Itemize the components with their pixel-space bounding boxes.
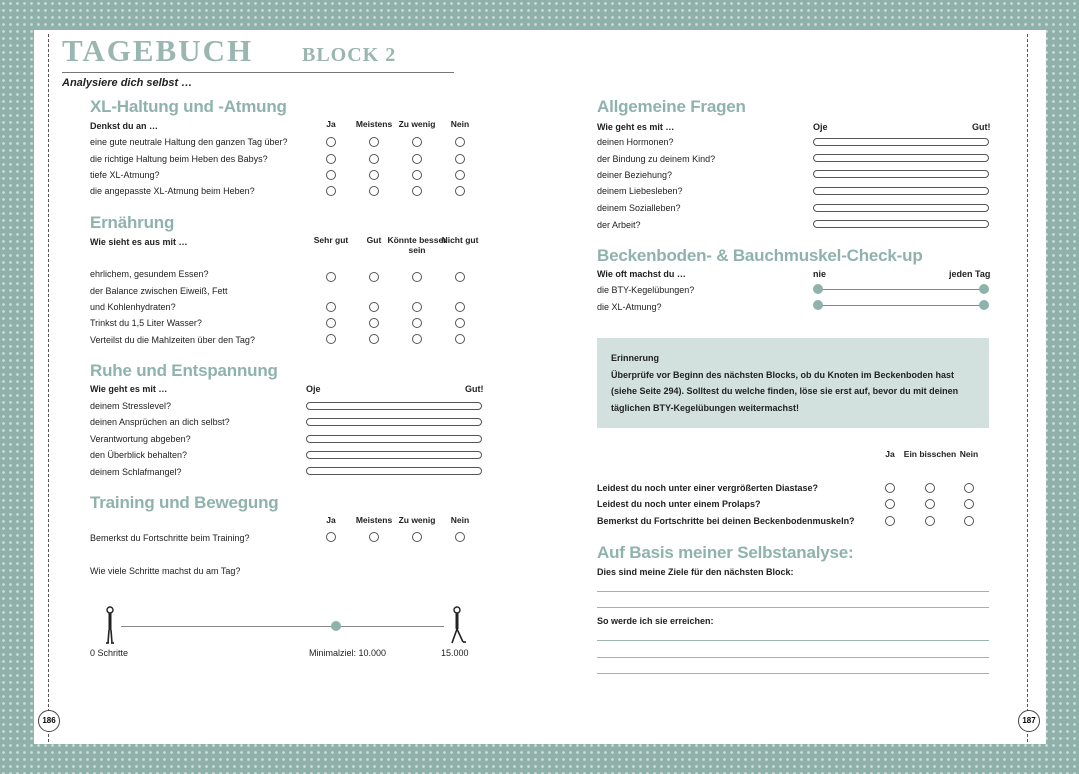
radio-button[interactable]: [964, 499, 974, 509]
training-col-ja: Ja: [326, 515, 336, 525]
training-col-zu-wenig: Zu wenig: [398, 515, 436, 525]
haltung-col-meistens: Meistens: [355, 119, 393, 129]
radio-button[interactable]: [885, 516, 895, 526]
radio-button[interactable]: [369, 318, 379, 328]
rating-bar[interactable]: [813, 220, 989, 228]
haltung-question: die richtige Haltung beim Heben des Babys?: [90, 154, 268, 164]
radio-button[interactable]: [925, 483, 935, 493]
radio-button[interactable]: [455, 272, 465, 282]
diastase-col-ja: Ja: [885, 449, 895, 459]
allgemein-question: deinem Sozialleben?: [597, 203, 681, 213]
left-cut-line: [48, 34, 49, 742]
analyse-heading: Auf Basis meiner Selbstanalyse:: [597, 543, 854, 562]
radio-button[interactable]: [455, 154, 465, 164]
radio-button[interactable]: [369, 302, 379, 312]
diastase-question: Leidest du noch unter einer vergrößerten Diastase?: [597, 483, 819, 493]
haltung-question: tiefe XL-Atmung?: [90, 170, 160, 180]
radio-button[interactable]: [369, 137, 379, 147]
allgemein-question: der Arbeit?: [597, 220, 641, 230]
page-title: TAGEBUCH: [62, 33, 254, 68]
ernaehrung-col-gut: Gut: [366, 235, 382, 245]
radio-button[interactable]: [455, 318, 465, 328]
allgemein-question: deiner Beziehung?: [597, 170, 673, 180]
radio-button[interactable]: [412, 272, 422, 282]
training-heading: Training und Bewegung: [90, 493, 279, 512]
rating-bar[interactable]: [306, 467, 482, 475]
diastase-col-ein-bisschen: Ein bisschen: [903, 449, 957, 459]
rating-bar[interactable]: [306, 402, 482, 410]
slider-end-dot[interactable]: [979, 300, 989, 310]
radio-button[interactable]: [412, 302, 422, 312]
radio-button[interactable]: [964, 516, 974, 526]
haltung-col-ja: Ja: [326, 119, 336, 129]
radio-button[interactable]: [925, 499, 935, 509]
ernaehrung-heading: Ernährung: [90, 213, 175, 232]
ernaehrung-prompt: Wie sieht es aus mit …: [90, 237, 188, 247]
radio-button[interactable]: [455, 170, 465, 180]
radio-button[interactable]: [326, 272, 336, 282]
reminder-title: Erinnerung: [611, 353, 660, 363]
ernaehrung-col-nicht-gut: Nicht gut: [441, 235, 479, 245]
standing-person-icon: [100, 606, 120, 646]
radio-button[interactable]: [412, 186, 422, 196]
rating-bar[interactable]: [813, 204, 989, 212]
radio-button[interactable]: [885, 499, 895, 509]
radio-button[interactable]: [455, 186, 465, 196]
steps-question: Wie viele Schritte machst du am Tag?: [90, 566, 241, 576]
ruhe-scale-low: Oje: [306, 384, 321, 394]
walking-person-icon: [446, 606, 470, 646]
ruhe-question: den Überblick behalten?: [90, 450, 188, 460]
diastase-col-nein: Nein: [959, 449, 979, 459]
beckenboden-scale-low: nie: [813, 269, 827, 279]
right-cut-line: [1027, 34, 1028, 742]
beckenboden-question: die BTY-Kegelübungen?: [597, 285, 695, 295]
ernaehrung-question: Trinkst du 1,5 Liter Wasser?: [90, 318, 202, 328]
slider-end-dot[interactable]: [979, 284, 989, 294]
rating-bar[interactable]: [306, 451, 482, 459]
radio-button[interactable]: [412, 318, 422, 328]
haltung-col-nein: Nein: [450, 119, 470, 129]
rating-bar[interactable]: [813, 170, 989, 178]
allgemein-heading: Allgemeine Fragen: [597, 97, 746, 116]
how-line[interactable]: [597, 657, 989, 658]
radio-button[interactable]: [326, 154, 336, 164]
ruhe-question: deinen Ansprüchen an dich selbst?: [90, 417, 230, 427]
radio-button[interactable]: [412, 334, 422, 344]
ernaehrung-question: Verteilst du die Mahlzeiten über den Tag?: [90, 335, 255, 345]
training-question: Bemerkst du Fortschritte beim Training?: [90, 533, 250, 543]
slider-track: [818, 305, 984, 306]
radio-button[interactable]: [369, 334, 379, 344]
allgemein-question: deinem Liebesleben?: [597, 186, 683, 196]
ruhe-question: deinem Schlafmangel?: [90, 467, 182, 477]
slider-track: [818, 289, 984, 290]
rating-bar[interactable]: [813, 187, 989, 195]
ernaehrung-col-koennte-besser: Könnte besser sein: [387, 235, 447, 255]
how-line[interactable]: [597, 640, 989, 641]
goals-line[interactable]: [597, 607, 989, 608]
training-col-meistens: Meistens: [355, 515, 393, 525]
haltung-question: eine gute neutrale Haltung den ganzen Tag über?: [90, 137, 288, 147]
radio-button[interactable]: [326, 186, 336, 196]
radio-button[interactable]: [455, 532, 465, 542]
page-number-right: 187: [1018, 710, 1040, 732]
radio-button[interactable]: [369, 272, 379, 282]
haltung-prompt: Denkst du an …: [90, 121, 159, 131]
radio-button[interactable]: [369, 532, 379, 542]
ruhe-question: deinem Stresslevel?: [90, 401, 172, 411]
steps-track: [121, 626, 444, 627]
radio-button[interactable]: [885, 483, 895, 493]
subtitle: Analysiere dich selbst …: [62, 77, 193, 89]
rating-bar[interactable]: [306, 435, 482, 443]
steps-min-label: 0 Schritte: [90, 648, 129, 658]
radio-button[interactable]: [326, 334, 336, 344]
how-line[interactable]: [597, 673, 989, 674]
beckenboden-scale-high: jeden Tag: [949, 269, 991, 279]
radio-button[interactable]: [326, 318, 336, 328]
radio-button[interactable]: [964, 483, 974, 493]
haltung-question: die angepasste XL-Atmung beim Heben?: [90, 186, 255, 196]
ernaehrung-col-sehr-gut: Sehr gut: [313, 235, 349, 245]
ruhe-question: Verantwortung abgeben?: [90, 434, 191, 444]
beckenboden-question: die XL-Atmung?: [597, 302, 662, 312]
training-col-nein: Nein: [450, 515, 470, 525]
radio-button[interactable]: [326, 137, 336, 147]
allgemein-scale-low: Oje: [813, 122, 828, 132]
reminder-text: Überprüfe vor Beginn des nächsten Blocks, ob du Knoten im Beckenboden hast (siehe Seite 294). Solltest du welche finden, löse sie erst auf, bevor du mit deinen täglichen BTY-Kegelübungen weitermachst!: [611, 369, 959, 413]
beckenboden-heading: Beckenboden- & Bauchmuskel-Check-up: [597, 246, 923, 265]
slider-start-dot[interactable]: [813, 300, 823, 310]
page-number-left: 186: [38, 710, 60, 732]
radio-button[interactable]: [925, 516, 935, 526]
allgemein-question: der Bindung zu deinem Kind?: [597, 154, 716, 164]
radio-button[interactable]: [369, 186, 379, 196]
ruhe-prompt: Wie geht es mit …: [90, 384, 168, 394]
radio-button[interactable]: [412, 137, 422, 147]
ernaehrung-question: der Balance zwischen Eiweiß, Fett: [90, 286, 228, 296]
rating-bar[interactable]: [813, 154, 989, 162]
allgemein-scale-high: Gut!: [972, 122, 991, 132]
radio-button[interactable]: [326, 170, 336, 180]
slider-start-dot[interactable]: [813, 284, 823, 294]
radio-button[interactable]: [369, 154, 379, 164]
title-divider: [62, 72, 454, 73]
ernaehrung-question: und Kohlenhydraten?: [90, 302, 176, 312]
haltung-heading: XL-Haltung und -Atmung: [90, 97, 287, 116]
goals-label: Dies sind meine Ziele für den nächsten Block:: [597, 567, 794, 577]
radio-button[interactable]: [455, 334, 465, 344]
radio-button[interactable]: [326, 302, 336, 312]
radio-button[interactable]: [455, 302, 465, 312]
page-gutter: [537, 30, 541, 744]
beckenboden-prompt: Wie oft machst du …: [597, 269, 686, 279]
radio-button[interactable]: [412, 532, 422, 542]
radio-button[interactable]: [412, 170, 422, 180]
block-label: BLOCK 2: [302, 44, 397, 66]
radio-button[interactable]: [326, 532, 336, 542]
goals-line[interactable]: [597, 591, 989, 592]
allgemein-prompt: Wie geht es mit …: [597, 122, 675, 132]
how-label: So werde ich sie erreichen:: [597, 616, 714, 626]
rating-bar[interactable]: [306, 418, 482, 426]
ruhe-scale-high: Gut!: [465, 384, 484, 394]
ernaehrung-question: ehrlichem, gesundem Essen?: [90, 269, 209, 279]
reminder-content: [611, 350, 979, 416]
haltung-col-zu-wenig: Zu wenig: [398, 119, 436, 129]
radio-button[interactable]: [369, 170, 379, 180]
allgemein-question: deinen Hormonen?: [597, 137, 674, 147]
ruhe-heading: Ruhe und Entspannung: [90, 361, 278, 380]
diastase-question: Bemerkst du Fortschritte bei deinen Beckenbodenmuskeln?: [597, 516, 855, 526]
radio-button[interactable]: [455, 137, 465, 147]
steps-goal-label: Minimalziel: 10.000: [309, 648, 387, 658]
rating-bar[interactable]: [813, 138, 989, 146]
radio-button[interactable]: [412, 154, 422, 164]
steps-max-label: 15.000: [441, 648, 469, 658]
diastase-question: Leidest du noch unter einem Prolaps?: [597, 499, 761, 509]
